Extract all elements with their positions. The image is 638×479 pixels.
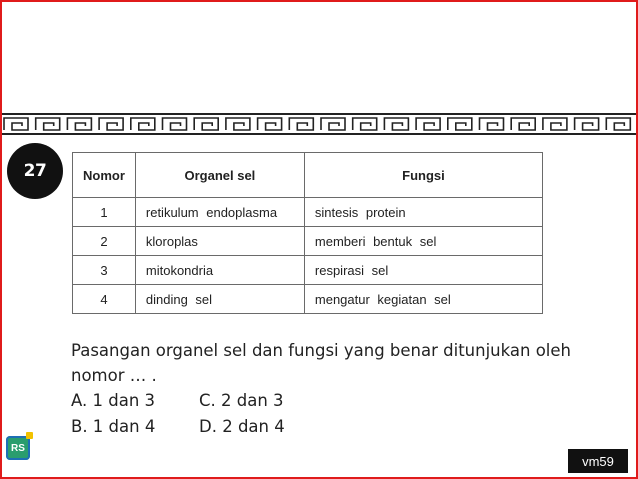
table-header-row [73,153,543,198]
row-nomor: 4 [73,285,136,314]
row-fungsi: sintesis protein [304,198,542,227]
publisher-logo: RS [6,436,30,460]
slide-tag-badge: vm59 [568,449,628,473]
option-b[interactable]: B. 1 dan 4 [71,417,156,436]
greek-key-motif [575,118,599,130]
header-organel: Organel sel [135,153,304,198]
greek-key-motif [131,118,155,130]
table-row [73,227,543,256]
greek-key-motif [289,118,313,130]
greek-key-motif [384,118,408,130]
greek-key-motif [194,118,218,130]
option-d[interactable]: D. 2 dan 4 [199,417,285,436]
options-row-1 [71,388,327,414]
row-fungsi: respirasi sel [304,256,542,285]
greek-key-motif [36,118,60,130]
header-fungsi: Fungsi [304,153,542,198]
row-nomor: 2 [73,227,136,256]
greek-key-motif [448,118,472,130]
option-c[interactable]: C. 2 dan 3 [199,391,284,410]
row-nomor: 1 [73,198,136,227]
row-organel: dinding sel [135,285,304,314]
row-organel: mitokondria [135,256,304,285]
question-text [71,338,611,388]
row-organel: retikulum endoplasma [135,198,304,227]
question-line-2: nomor … . [71,366,157,385]
option-a[interactable]: A. 1 dan 3 [71,391,156,410]
greek-key-motif [353,118,377,130]
header-nomor: Nomor [73,153,136,198]
greek-key-motif [321,118,345,130]
row-fungsi: mengatur kegiatan sel [304,285,542,314]
options-row-2 [71,414,327,440]
answer-options [71,388,327,440]
greek-key-motif [480,118,504,130]
greek-key-motif [163,118,187,130]
greek-key-motif [416,118,440,130]
greek-key-motif [543,118,567,130]
greek-key-motif [511,118,535,130]
greek-key-border [2,113,636,135]
question-line-1: Pasangan organel sel dan fungsi yang benar ditunjukan oleh [71,341,571,360]
row-fungsi: memberi bentuk sel [304,227,542,256]
greek-key-motif [226,118,250,130]
greek-key-motif [99,118,123,130]
row-organel: kloroplas [135,227,304,256]
question-number-badge: 27 [7,143,63,199]
greek-key-motif [258,118,282,130]
organelle-table [72,152,543,314]
table-row [73,198,543,227]
greek-key-motif [606,118,630,130]
table-row [73,285,543,314]
greek-key-motif [67,118,91,130]
greek-key-motif [4,118,28,130]
row-nomor: 3 [73,256,136,285]
table-row [73,256,543,285]
